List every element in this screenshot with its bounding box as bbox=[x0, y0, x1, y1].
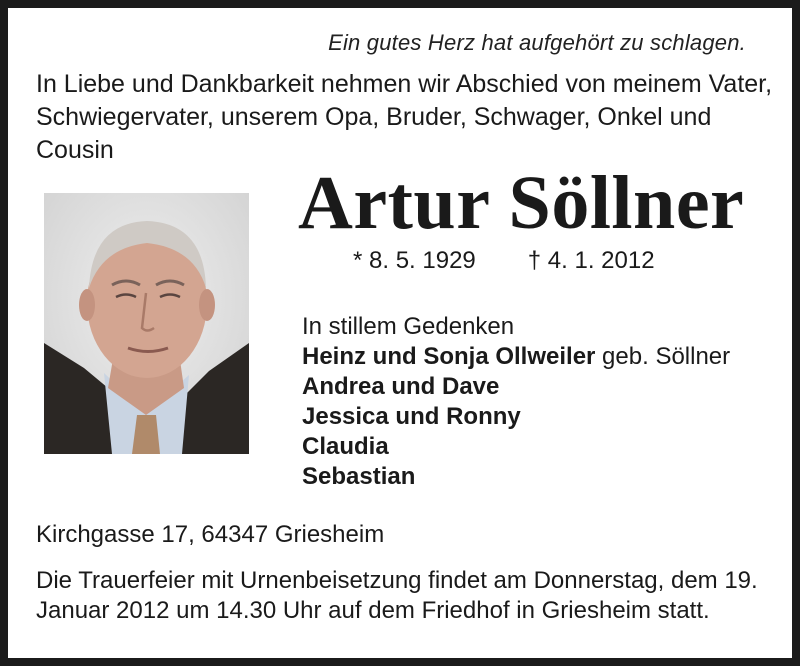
portrait-illustration bbox=[44, 193, 249, 454]
mourner-name: Heinz und Sonja Ollweiler bbox=[302, 343, 596, 370]
mourner-name: Jessica und Ronny bbox=[302, 403, 521, 430]
intro-text: In Liebe und Dankbarkeit nehmen wir Abschied von meinem Vater, Schwiegervater, unserem Opa, Bruder, Schwager, Onkel und Cousin bbox=[36, 70, 773, 164]
mourner-note: geb. Söllner bbox=[595, 343, 731, 370]
death-date: † 4. 1. 2012 bbox=[527, 247, 655, 274]
mourners-lead: In stillem Gedenken bbox=[302, 313, 515, 340]
mourner-line bbox=[302, 402, 730, 432]
birth-date: * 8. 5. 1929 bbox=[353, 247, 476, 274]
deceased-name: Artur Söllner bbox=[298, 161, 745, 245]
motto-text: Ein gutes Herz hat aufgehört zu schlagen. bbox=[328, 30, 746, 55]
mourner-line bbox=[302, 372, 730, 402]
mourner-name: Claudia bbox=[302, 433, 389, 460]
mourner-line bbox=[302, 432, 730, 462]
mourner-name: Andrea und Dave bbox=[302, 373, 500, 400]
mourner-line bbox=[302, 342, 730, 372]
mourners-list bbox=[302, 312, 730, 492]
portrait-photo bbox=[44, 193, 249, 454]
life-dates bbox=[353, 247, 655, 275]
mourner-line bbox=[302, 462, 730, 492]
mourner-name: Sebastian bbox=[302, 463, 416, 490]
address-text: Kirchgasse 17, 64347 Griesheim bbox=[36, 521, 385, 548]
service-info: Die Trauerfeier mit Urnenbeisetzung findet am Donnerstag, dem 19. Januar 2012 um 14.30 Uhr auf dem Friedhof in Griesheim statt. bbox=[36, 567, 758, 624]
